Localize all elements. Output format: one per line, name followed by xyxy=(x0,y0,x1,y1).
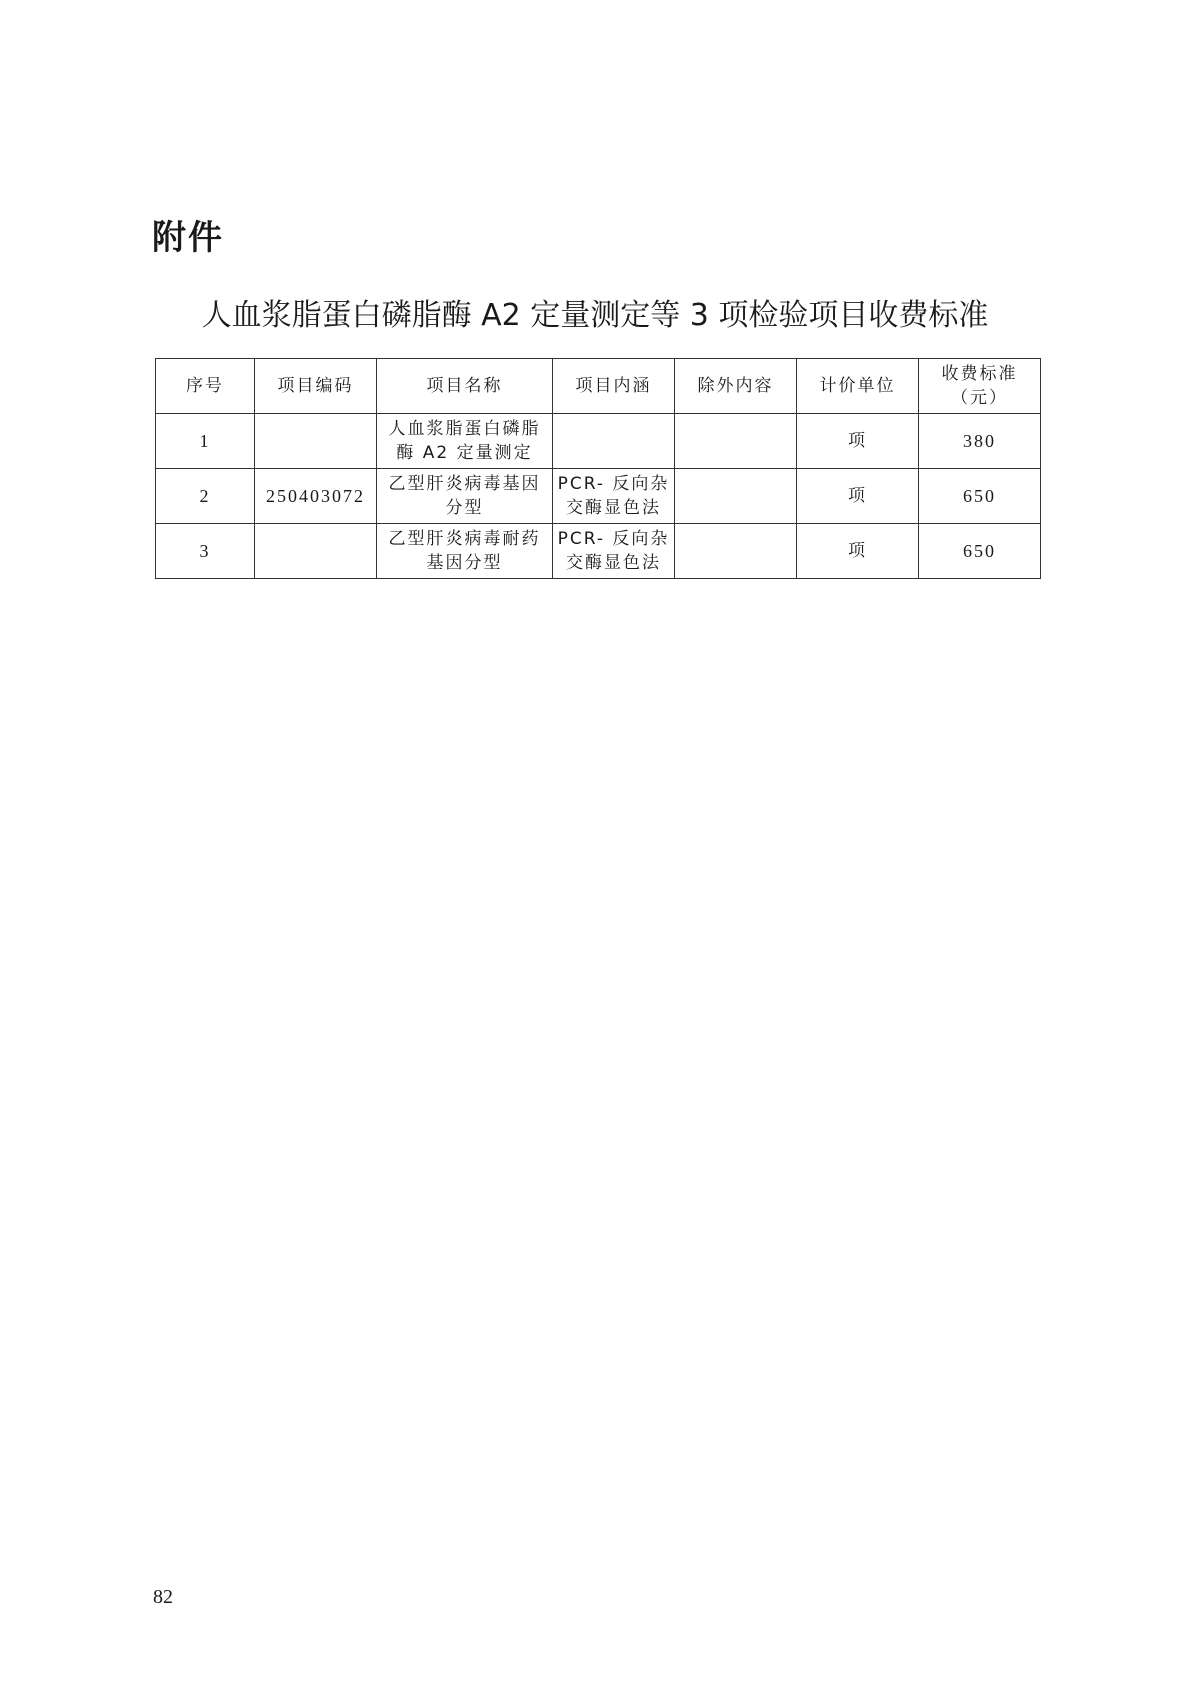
cell-content: PCR- 反向杂交酶显色法 xyxy=(553,469,675,524)
cell-exclusion xyxy=(675,524,797,579)
cell-unit: 项 xyxy=(797,414,919,469)
cell-content: PCR- 反向杂交酶显色法 xyxy=(553,524,675,579)
cell-index: 1 xyxy=(156,414,255,469)
cell-fee: 380 xyxy=(919,414,1041,469)
cell-fee: 650 xyxy=(919,469,1041,524)
cell-unit: 项 xyxy=(797,469,919,524)
page-number: 82 xyxy=(153,1586,173,1608)
cell-code: 250403072 xyxy=(255,469,377,524)
header-content: 项目内涵 xyxy=(553,359,675,414)
table-header-row xyxy=(156,359,1041,414)
header-name: 项目名称 xyxy=(377,359,553,414)
header-unit: 计价单位 xyxy=(797,359,919,414)
cell-name: 乙型肝炎病毒耐药基因分型 xyxy=(377,524,553,579)
table-row xyxy=(156,414,1041,469)
cell-code xyxy=(255,524,377,579)
cell-content xyxy=(553,414,675,469)
cell-fee: 650 xyxy=(919,524,1041,579)
cell-name: 人血浆脂蛋白磷脂酶 A2 定量测定 xyxy=(377,414,553,469)
document-title: 人血浆脂蛋白磷脂酶 A2 定量测定等 3 项检验项目收费标准 xyxy=(201,298,989,333)
fee-standard-table xyxy=(155,358,1041,579)
header-exclusion: 除外内容 xyxy=(675,359,797,414)
cell-exclusion xyxy=(675,414,797,469)
cell-unit: 项 xyxy=(797,524,919,579)
cell-code xyxy=(255,414,377,469)
header-index: 序号 xyxy=(156,359,255,414)
attachment-label: 附件 xyxy=(152,218,224,258)
header-code: 项目编码 xyxy=(255,359,377,414)
cell-exclusion xyxy=(675,469,797,524)
cell-name: 乙型肝炎病毒基因分型 xyxy=(377,469,553,524)
cell-index: 2 xyxy=(156,469,255,524)
header-fee: 收费标准（元） xyxy=(919,359,1041,414)
table-row xyxy=(156,524,1041,579)
cell-index: 3 xyxy=(156,524,255,579)
table-row xyxy=(156,469,1041,524)
